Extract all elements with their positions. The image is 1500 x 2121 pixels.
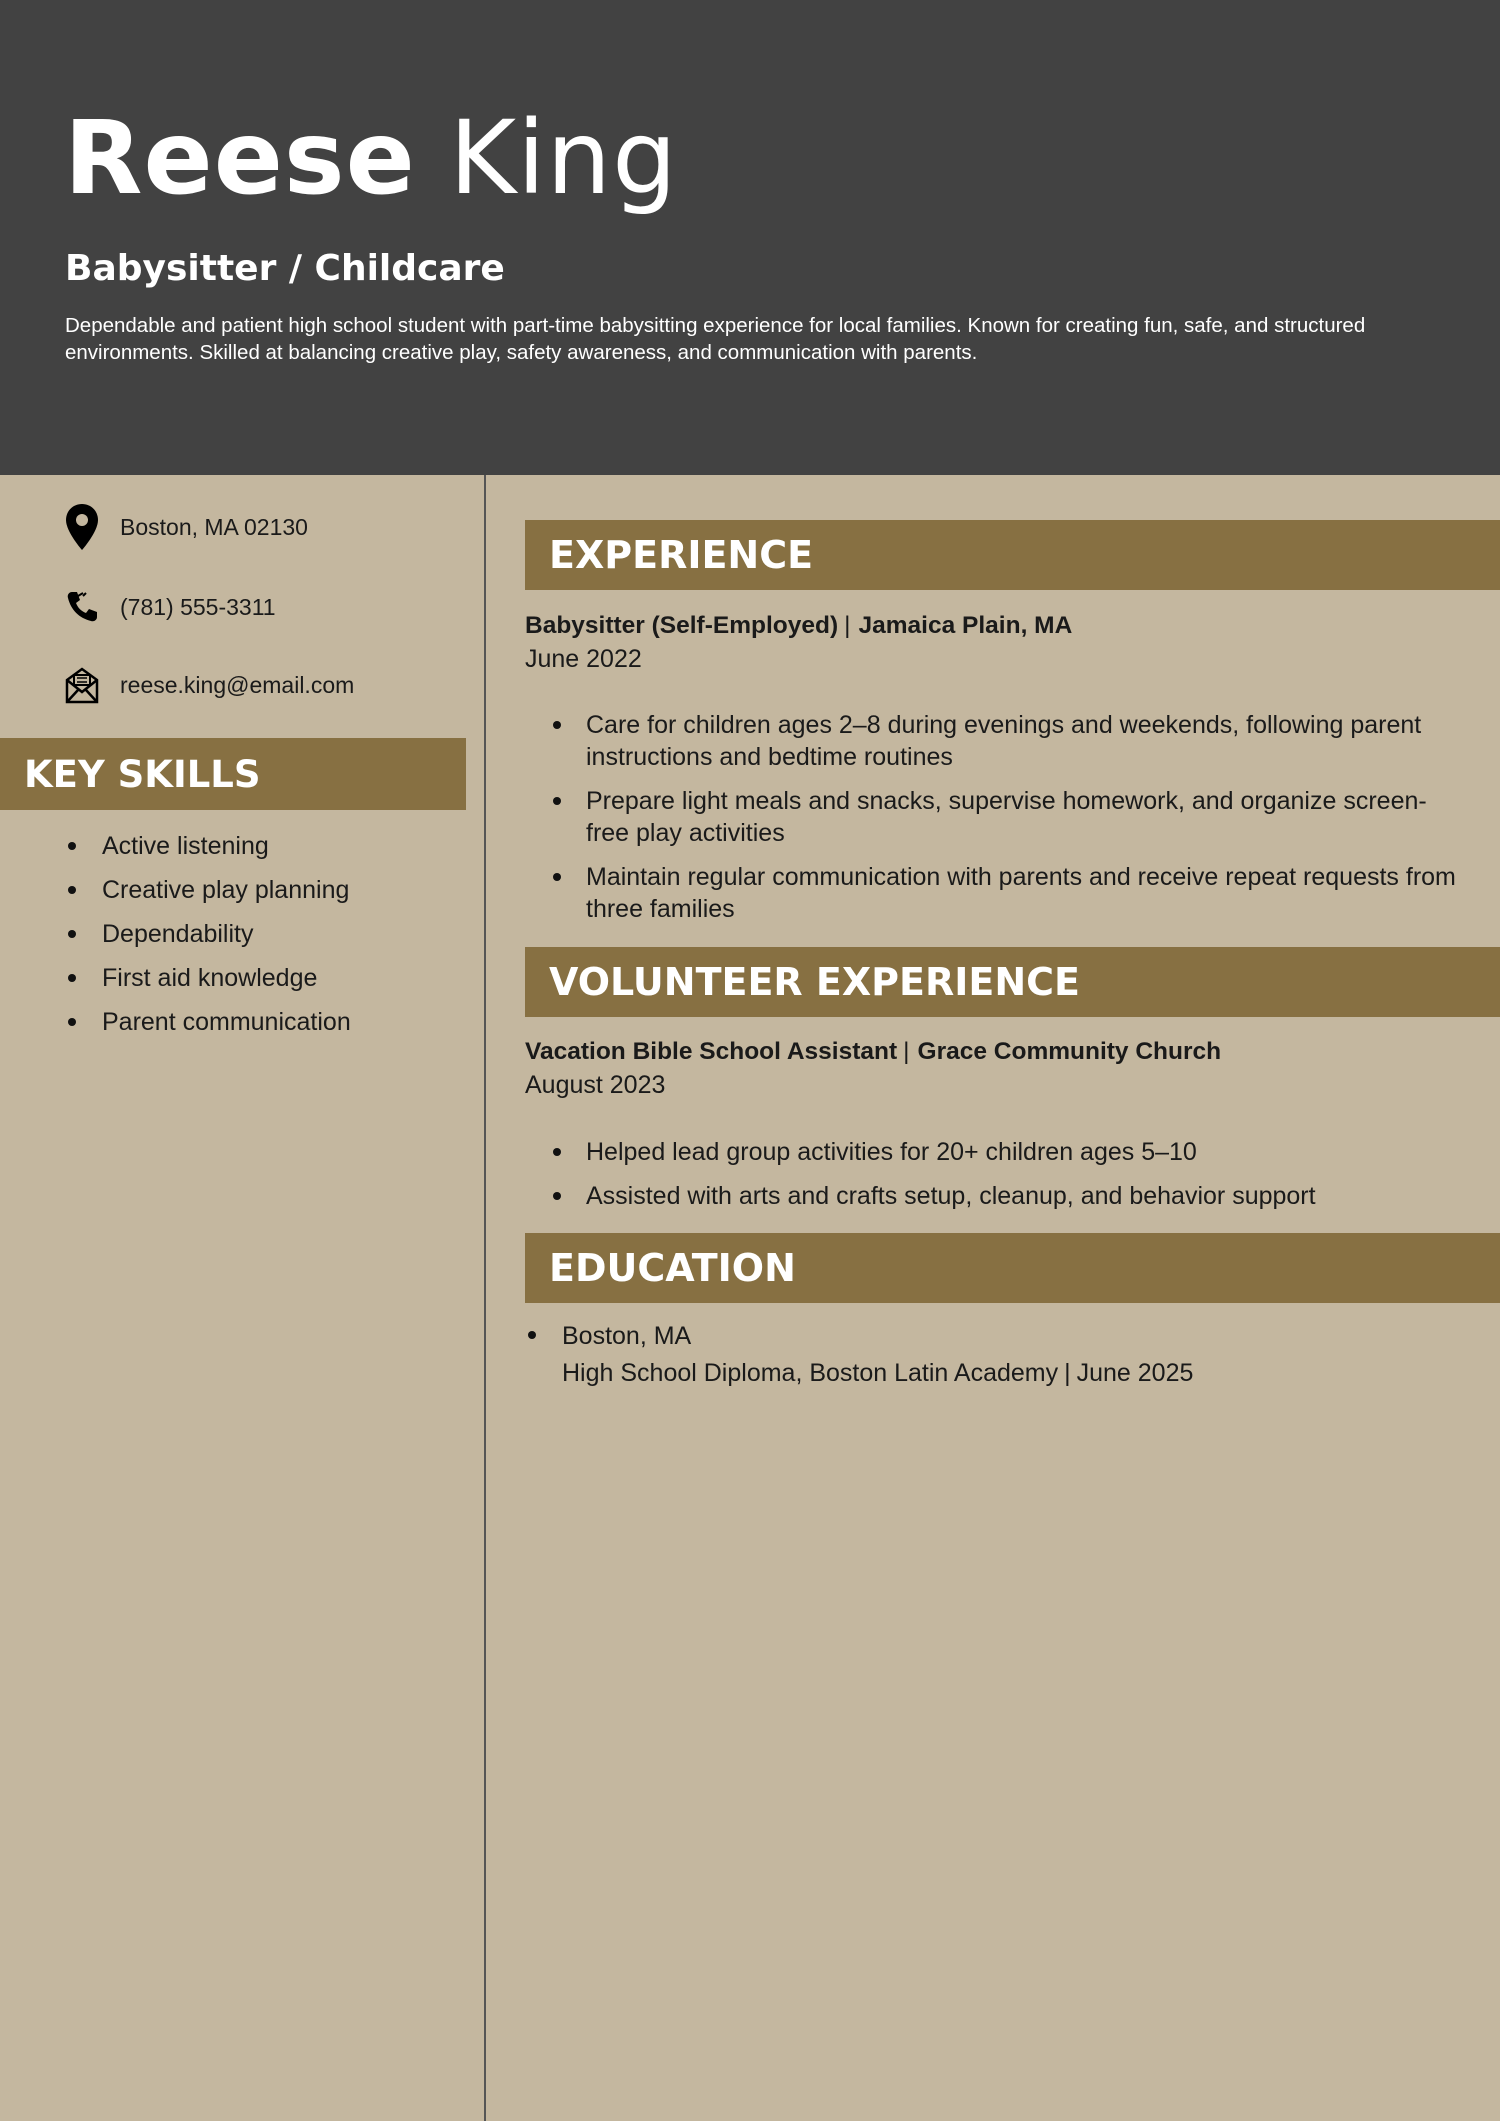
volunteer-bullet: Helped lead group activities for 20+ children ages 5–10 <box>549 1136 1469 1168</box>
contact-location <box>64 502 308 552</box>
separator: | <box>1064 1359 1071 1387</box>
volunteer-organization: Grace Community Church <box>917 1038 1222 1065</box>
location-text: Boston, MA 02130 <box>120 513 308 540</box>
experience-bullet: Maintain regular communication with parents and receive repeat requests from three families <box>549 861 1469 925</box>
experience-bullet: Care for children ages 2–8 during evenings and weekends, following parent instructions and bedtime routines <box>549 709 1469 773</box>
skill-item: Creative play planning <box>64 870 351 914</box>
volunteer-heading: VOLUNTEER EXPERIENCE <box>525 947 1500 1017</box>
education-location: Boston, MA <box>562 1322 692 1350</box>
education-degree: High School Diploma, Boston Latin Academy <box>562 1359 1059 1387</box>
resume-header <box>0 0 1500 475</box>
education-list <box>525 1318 1193 1392</box>
key-skills-heading: KEY SKILLS <box>0 738 466 810</box>
experience-role: Babysitter (Self-Employed) <box>525 612 839 639</box>
skill-item: Parent communication <box>64 1002 351 1046</box>
map-pin-icon <box>64 503 100 551</box>
separator: | <box>844 612 851 639</box>
skills-list <box>64 826 351 1046</box>
candidate-name <box>64 99 678 218</box>
phone-text[interactable]: (781) 555-3311 <box>120 593 276 620</box>
separator: | <box>903 1038 910 1065</box>
education-item <box>525 1318 1193 1392</box>
experience-location: Jamaica Plain, MA <box>858 612 1073 639</box>
summary: Dependable and patient high school student with part-time babysitting experience for local families. Known for creating fun, safe, and structured environments. Skilled at balancing creative play, safety awareness, and communication with parents. <box>65 314 1366 364</box>
volunteer-bullet: Assisted with arts and crafts setup, cleanup, and behavior support <box>549 1180 1469 1212</box>
experience-date: June 2022 <box>525 645 642 673</box>
experience-heading: EXPERIENCE <box>525 520 1500 590</box>
volunteer-bullets <box>549 1136 1469 1224</box>
education-date: June 2025 <box>1076 1359 1194 1387</box>
experience-bullets <box>549 709 1469 937</box>
volunteer-title-line <box>525 1038 1221 1066</box>
education-heading: EDUCATION <box>525 1233 1500 1303</box>
education-degree-line <box>562 1355 1193 1392</box>
skill-item: First aid knowledge <box>64 958 351 1002</box>
contact-phone <box>64 582 276 632</box>
volunteer-role: Vacation Bible School Assistant <box>525 1038 898 1065</box>
contact-email <box>64 660 354 710</box>
experience-bullet: Prepare light meals and snacks, supervise homework, and organize screen-free play activities <box>549 785 1469 849</box>
experience-title-line <box>525 612 1072 640</box>
skill-item: Active listening <box>64 826 351 870</box>
first-name: Reese <box>64 99 416 218</box>
column-divider <box>484 475 486 2121</box>
last-name: King <box>449 99 678 218</box>
envelope-icon <box>64 661 100 709</box>
job-title: Babysitter / Childcare <box>65 248 505 289</box>
skill-item: Dependability <box>64 914 351 958</box>
email-text[interactable]: reese.king@email.com <box>120 671 355 698</box>
volunteer-date: August 2023 <box>525 1071 666 1099</box>
phone-icon <box>64 583 100 631</box>
